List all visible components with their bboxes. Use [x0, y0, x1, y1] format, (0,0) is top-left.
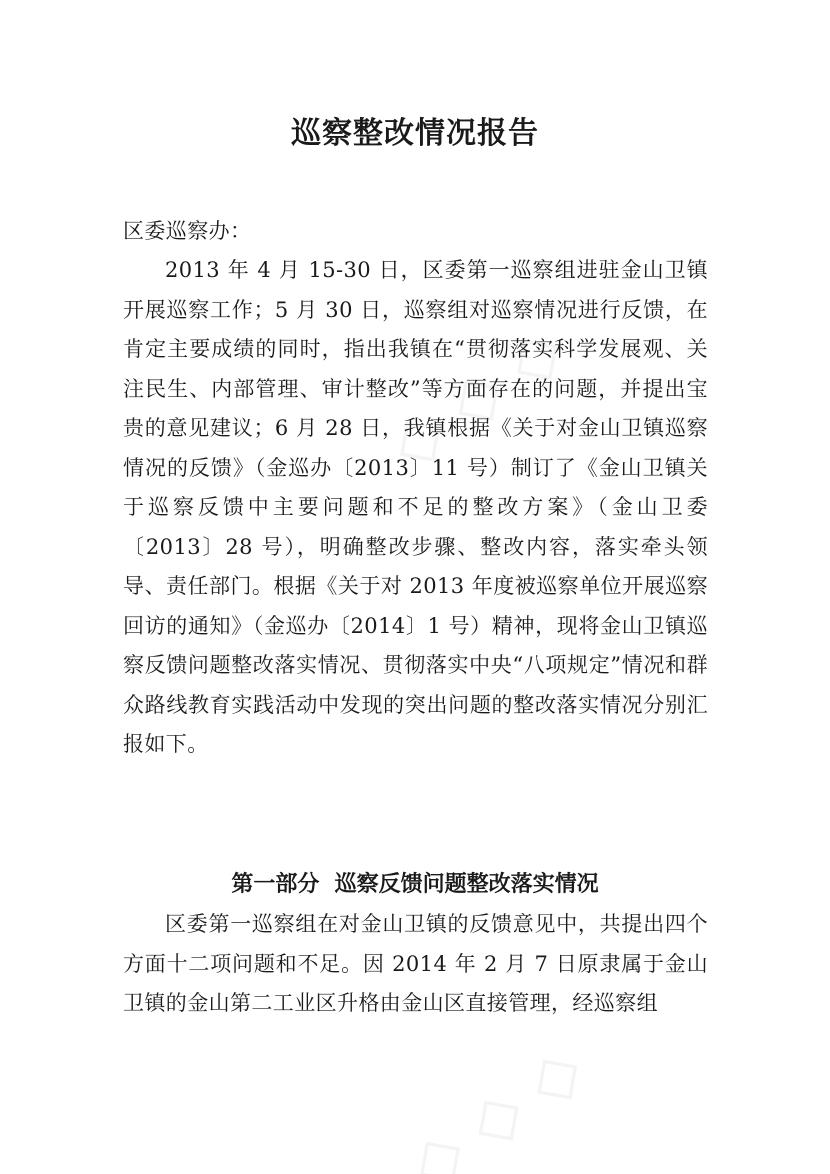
page-title: 巡察整改情况报告: [291, 116, 539, 151]
section-heading: 第一部分 巡察反馈问题整改落实情况: [231, 871, 599, 897]
salutation: 区委巡察办：: [123, 219, 252, 243]
paragraph-intro: 2013 年 4 月 15-30 日，区委第一巡察组进驻金山卫镇开展巡察工作；5 月 30 日，巡察组对巡察情况进行反馈，在肯定主要成绩的同时，指出我镇在“贯彻落实科学发展观、关注民生、内部管理、审计整改”等方面存在的问题，并提出宝贵的意见建议；6 月 28 日，我镇根据《关于对金山卫镇巡察情况的反馈》（金巡办〔2013〕11 号）制订了《金山卫镇关于巡察反馈中主要问题和不足的整改方案》（金山卫委〔2013〕28 号），明确整改步骤、整改内容，落实牵头领导、责任部门。根据《关于对 2013 年度被巡察单位开展巡察回访的通知》（金巡办〔2014〕1 号）精神，现将金山卫镇巡察反馈问题整改落实情况、贯彻落实中央“八项规定”情况和群众路线教育实践活动中发现的突出问题的整改落实情况分别汇报如下。: [123, 258, 708, 756]
watermark-graphic-bottom: [396, 1032, 596, 1174]
paragraph-section-one: 区委第一巡察组在对金山卫镇的反馈意见中，共提出四个方面十二项问题和不足。因 2014 年 2 月 7 日原隶属于金山卫镇的金山第二工业区升格由金山区直接管理，经巡察组: [123, 912, 708, 1015]
